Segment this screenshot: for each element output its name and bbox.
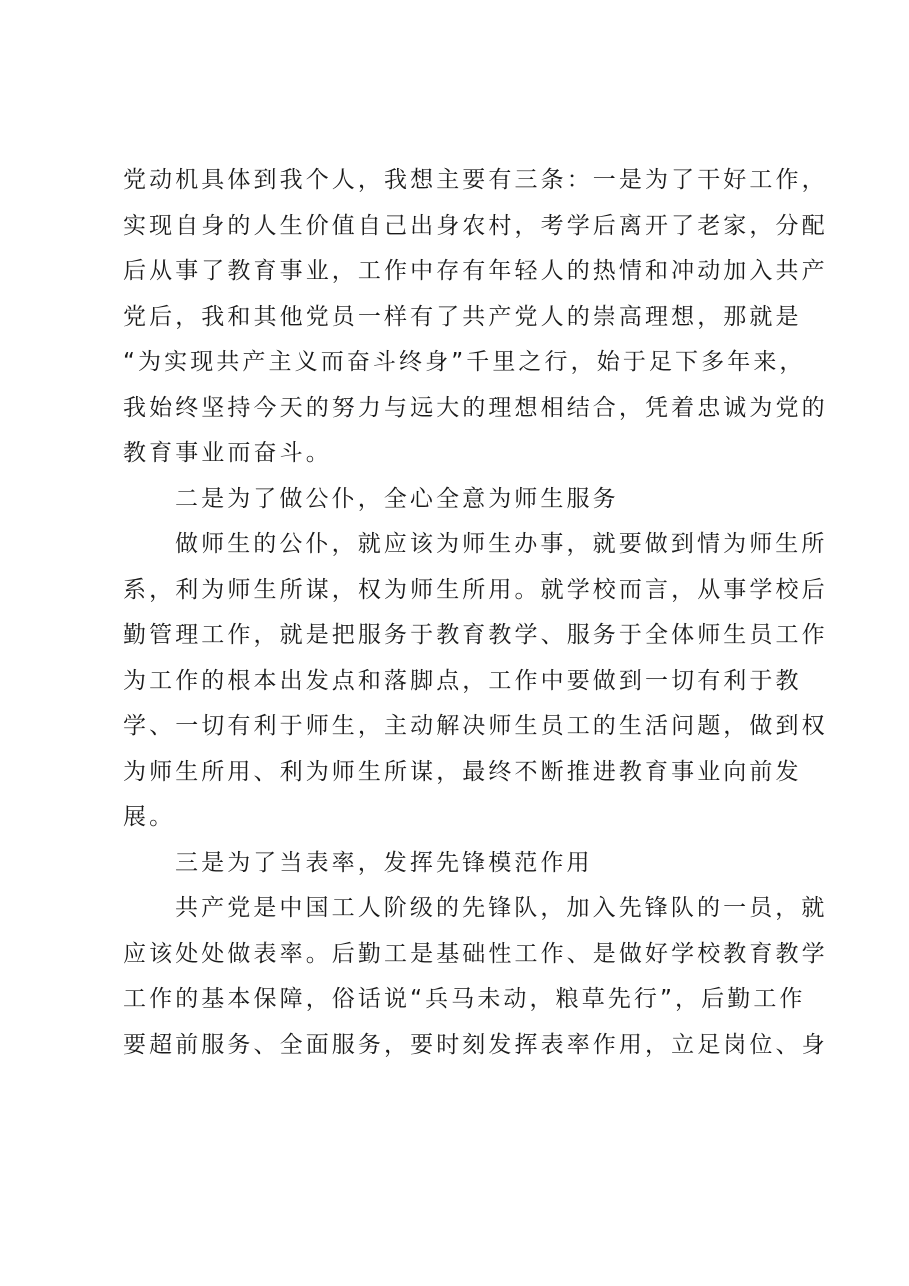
text-line: 教育事业而奋斗。 bbox=[123, 440, 332, 466]
text-line: 工作的基本保障，俗话说“兵马未动，粮草先行”，后勤工作 bbox=[123, 986, 806, 1012]
text-line: 勤管理工作，就是把服务于教育教学、服务于全体师生员工作 bbox=[123, 622, 828, 648]
text-line: 共产党是中国工人阶级的先锋队，加入先锋队的一员，就 bbox=[175, 895, 828, 921]
paragraph-1 bbox=[123, 158, 828, 477]
text-line: 系，利为师生所谋，权为师生所用。就学校而言，从事学校后 bbox=[123, 576, 828, 603]
text-line: 展。 bbox=[123, 804, 176, 830]
text-line: 党动机具体到我个人，我想主要有三条：一是为了干好工作， bbox=[123, 167, 828, 193]
text-line: 做师生的公仆，就应该为师生办事，就要做到情为师生所 bbox=[175, 531, 828, 557]
section-heading-2 bbox=[123, 477, 803, 523]
text-line: 为工作的根本出发点和落脚点，工作中要做到一切有利于教 bbox=[123, 667, 802, 694]
paragraph-3 bbox=[123, 886, 828, 1068]
text-line: “为实现共产主义而奋斗终身”千里之行，始于足下多年来， bbox=[123, 349, 806, 375]
text-line: 后从事了教育事业，工作中存有年轻人的热情和冲动加入共产 bbox=[123, 258, 828, 284]
text-line: 我始终坚持今天的努力与远大的理想相结合，凭着忠诚为党的 bbox=[123, 394, 828, 421]
document-body bbox=[123, 158, 828, 1068]
section-heading-3 bbox=[123, 841, 803, 887]
text-line: 党后，我和其他党员一样有了共产党人的崇高理想，那就是 bbox=[123, 303, 802, 330]
heading-line: 二是为了做公仆，全心全意为师生服务 bbox=[175, 485, 619, 512]
text-line: 要超前服务、全面服务，要时刻发挥表率作用，立足岗位、身 bbox=[123, 1031, 828, 1058]
text-line: 学、一切有利于师生，主动解决师生员工的生活问题，做到权 bbox=[123, 713, 828, 739]
text-line: 应该处处做表率。后勤工是基础性工作、是做好学校教育教学 bbox=[123, 940, 828, 967]
paragraph-2 bbox=[123, 522, 828, 841]
text-line: 实现自身的人生价值自己出身农村，考学后离开了老家，分配 bbox=[123, 212, 828, 239]
heading-line: 三是为了当表率，发挥先锋模范作用 bbox=[175, 849, 593, 876]
text-line: 为师生所用、利为师生所谋，最终不断推进教育事业向前发 bbox=[123, 758, 802, 785]
